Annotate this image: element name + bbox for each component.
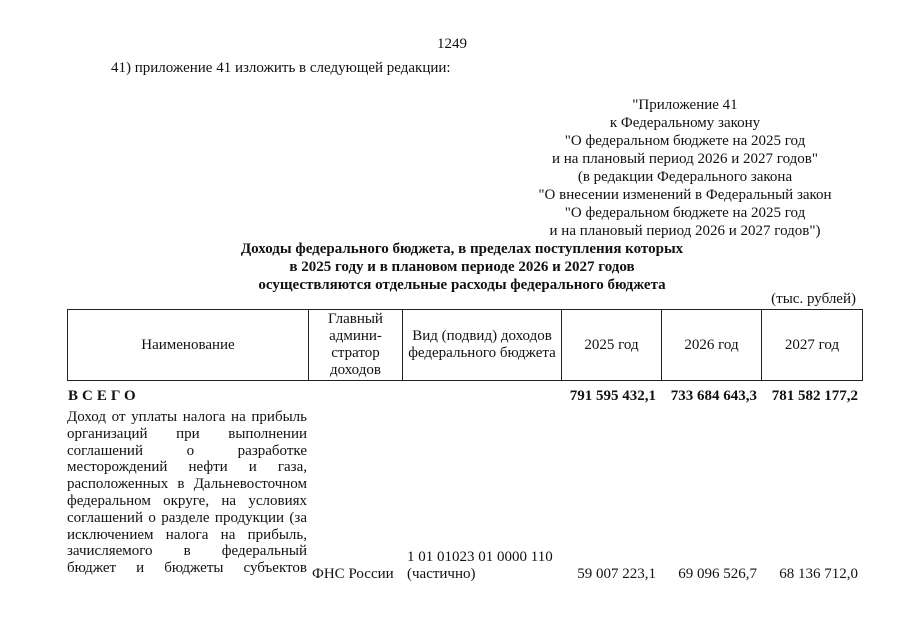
col-header-admin <box>309 310 403 381</box>
col-header-admin-line: Главный <box>328 311 383 327</box>
row1-admin: ФНС России <box>312 566 394 582</box>
col-header-2027: 2027 год <box>762 310 863 381</box>
row1-name-line: зачисляемого в федеральный <box>67 543 307 560</box>
row1-name-line: федеральном округе, на условиях <box>67 492 307 509</box>
appendix-line: (в редакции Федерального закона <box>577 169 793 185</box>
col-header-admin-line: админи- <box>329 328 382 344</box>
col-header-admin-line: доходов <box>330 362 381 378</box>
col-header-2025: 2025 год <box>562 310 662 381</box>
col-header-name: Наименование <box>68 310 309 381</box>
table-heading <box>160 240 764 294</box>
appendix-line: "О федеральном бюджете на 2025 год <box>564 133 806 149</box>
appendix-line: и на плановый период 2026 и 2027 годов" <box>552 151 818 167</box>
appendix-reference <box>520 96 850 240</box>
appendix-line: "О внесении изменений в Федеральный закон <box>538 187 832 203</box>
intro-text: 41) приложение 41 изложить в следующей редакции: <box>111 60 451 76</box>
total-2026: 733 684 643,3 <box>670 388 757 404</box>
row1-2027: 68 136 712,0 <box>779 566 858 582</box>
heading-line: осуществляются отдельные расходы федерального бюджета <box>258 277 666 293</box>
col-header-kind-line: Вид (подвид) доходов <box>412 328 552 344</box>
row1-name-line: организаций при выполнении <box>67 425 307 442</box>
total-2025: 791 595 432,1 <box>569 388 656 404</box>
row1-name-line: расположенных в Дальневосточном <box>67 476 307 493</box>
units-label: (тыс. рублей) <box>771 291 856 307</box>
heading-line: Доходы федерального бюджета, в пределах поступления которых <box>240 241 684 257</box>
row1-name-line: бюджет и бюджеты субъектов <box>67 560 307 577</box>
appendix-line: "О федеральном бюджете на 2025 год <box>564 205 806 221</box>
row1-name-line: месторождений нефти и газа, <box>67 459 307 476</box>
row1-code-note: (частично) <box>407 566 476 582</box>
col-header-admin-line: стратор <box>331 345 380 361</box>
page-number: 1249 <box>437 36 467 52</box>
row1-code: 1 01 01023 01 0000 110 <box>407 549 553 565</box>
col-header-kind <box>403 310 562 381</box>
heading-line: в 2025 году и в плановом периоде 2026 и 2027 годов <box>289 259 635 275</box>
row1-name-line: исключением налога на прибыль, <box>67 526 307 543</box>
col-header-2026: 2026 год <box>662 310 762 381</box>
row1-name-line: соглашений о разделе продукции (за <box>67 509 307 526</box>
appendix-line: к Федеральному закону <box>609 115 761 131</box>
row1-name-line: соглашений о разработке <box>67 442 307 459</box>
col-header-kind-line: федерального бюджета <box>408 345 556 361</box>
total-label: ВСЕГО <box>68 388 140 404</box>
row1-name-line: Доход от уплаты налога на прибыль <box>67 409 307 425</box>
appendix-line: "Приложение 41 <box>632 97 738 113</box>
row1-2026: 69 096 526,7 <box>678 566 757 582</box>
total-2027: 781 582 177,2 <box>771 388 858 404</box>
appendix-line: и на плановый период 2026 и 2027 годов") <box>549 223 821 239</box>
row1-2025: 59 007 223,1 <box>577 566 656 582</box>
row1-name <box>67 409 307 577</box>
table-header <box>67 309 863 381</box>
